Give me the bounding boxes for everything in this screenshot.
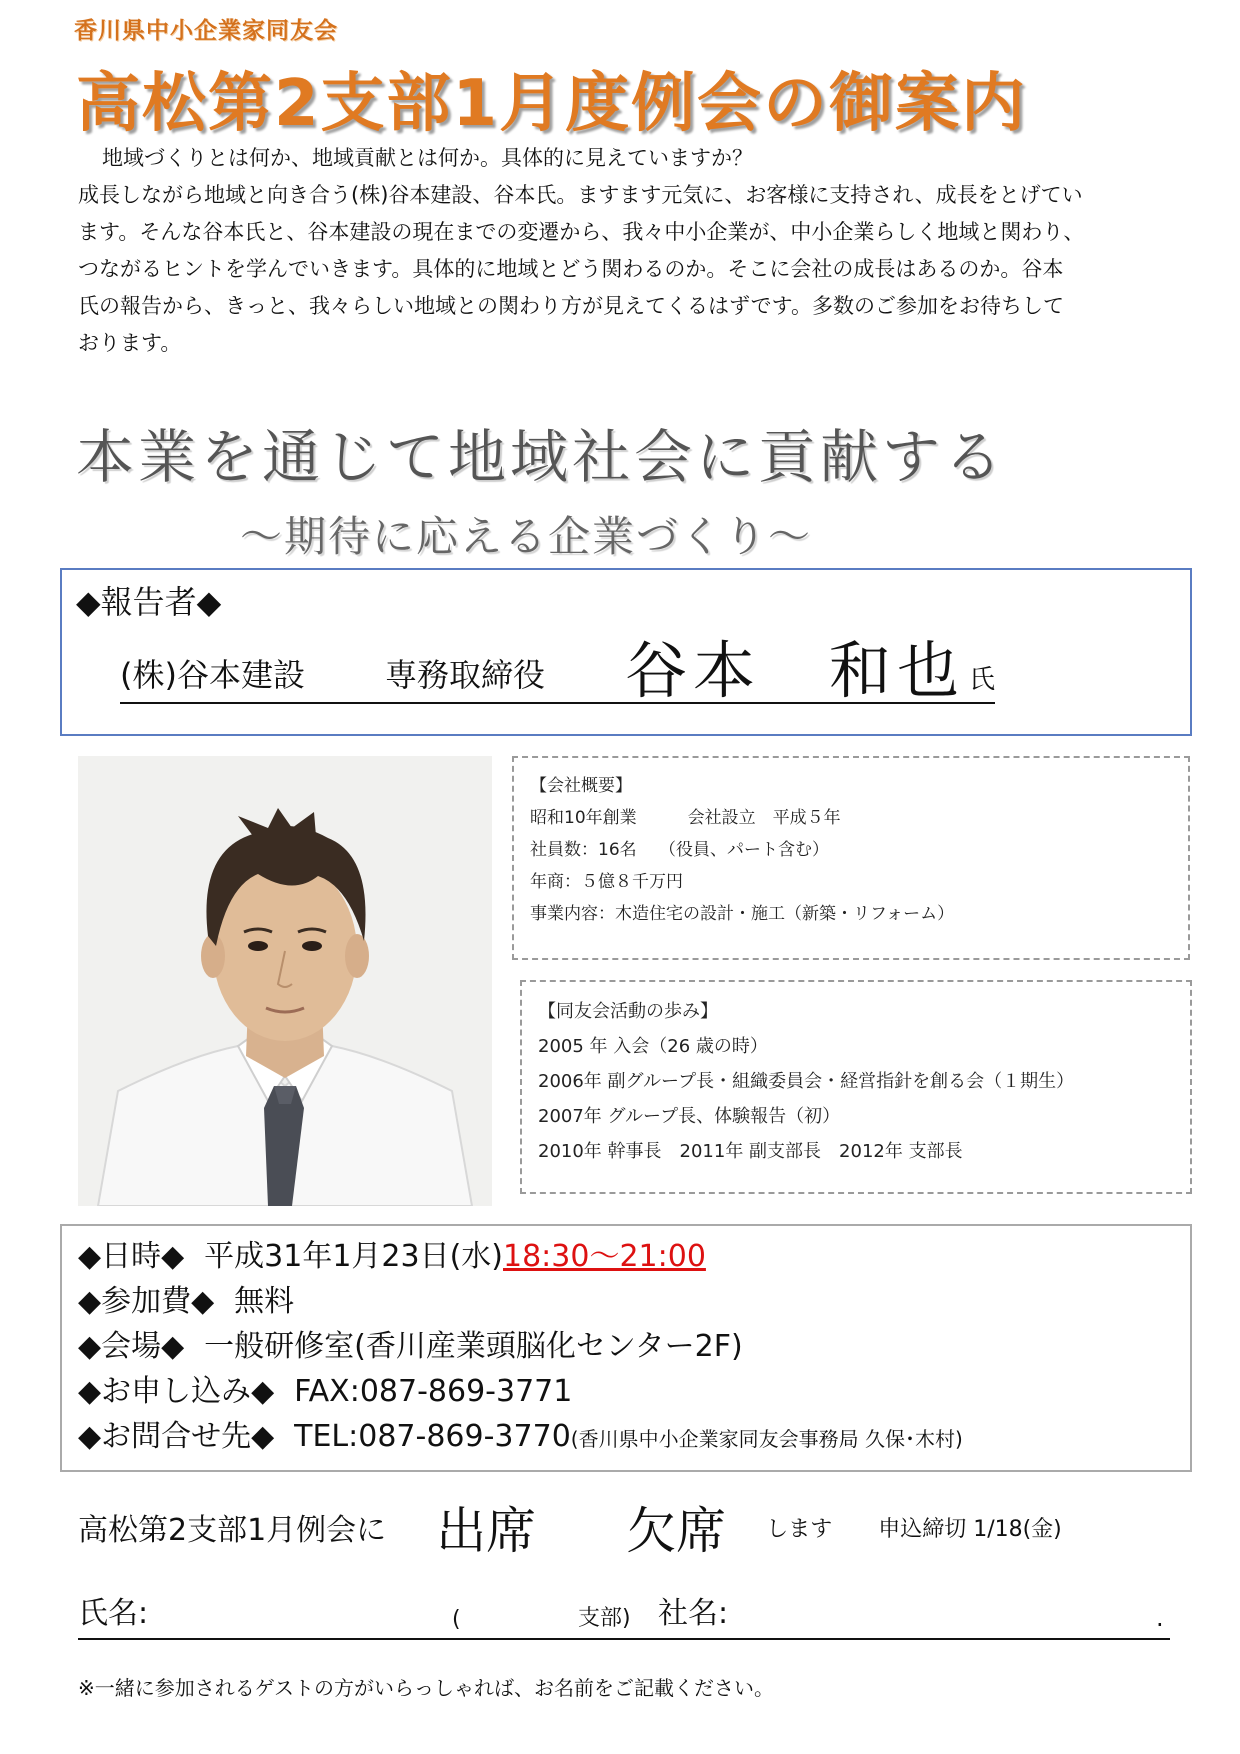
datetime-row (78, 1234, 1174, 1279)
deadline-text: 申込締切 1/18(金) (878, 1516, 1062, 1542)
portrait-icon (78, 756, 492, 1206)
company-overview-heading: 【会社概要】 (530, 776, 632, 796)
guest-note: ※一緒に参加されるゲストの方がいらっしゃれば、お名前をご記載ください。 (78, 1676, 774, 1700)
attendance-suffix: します (766, 1516, 833, 1542)
apply-label: ◆お申し込み◆ (78, 1374, 275, 1409)
apply-value: FAX:087-869-3771 (294, 1374, 573, 1409)
company-field-label: 社名: (658, 1596, 729, 1631)
company-overview-box (512, 756, 1190, 960)
name-company-field[interactable] (78, 1592, 1170, 1640)
intro-line: 氏の報告から、きっと、我々らしい地域との関わり方が見えてくるはずです。多数のご参加をお待ちして (78, 294, 1064, 318)
reporter-honorific: 氏 (969, 665, 996, 695)
contact-label: ◆お問合せ先◆ (78, 1419, 275, 1454)
fee-value: 無料 (234, 1284, 295, 1319)
time-value: 18:30～21:00 (503, 1239, 706, 1274)
attend-option[interactable]: 出席 (436, 1502, 537, 1560)
activity-line: 2010年 幹事長 2011年 副支部長 2012年 支部長 (538, 1141, 963, 1162)
company-overview-line: 社員数：16名 （役員、パート含む） (530, 840, 830, 860)
contact-row (78, 1414, 1174, 1462)
attendance-text: 高松第2支部1月例会に (78, 1513, 387, 1548)
datetime-value: 平成31年1月23日(水) (204, 1239, 503, 1274)
apply-row (78, 1369, 1174, 1414)
company-overview-line: 事業内容：木造住宅の設計・施工（新築・リフォーム） (530, 904, 955, 924)
reporter-heading: ◆報告者◆ (76, 583, 222, 621)
intro-line: つながるヒントを学んでいきます。具体的に地域とどう関わるのか。そこに会社の成長はあるのか。谷本 (78, 257, 1064, 281)
intro-paragraph (78, 140, 1178, 362)
intro-line: ます。そんな谷本氏と、谷本建設の現在までの変遷から、我々中小企業が、中小企業らしく地域と関わり、 (78, 220, 1085, 244)
activity-line: 2005 年 入会（26 歳の時） (538, 1036, 768, 1057)
event-details-box (60, 1224, 1192, 1472)
branch-open-paren: ( (452, 1607, 461, 1632)
reporter-name: 谷本 和也 (625, 634, 966, 707)
reporter-line (120, 634, 996, 707)
intro-line: おります。 (78, 331, 182, 355)
page-title: 高松第2支部1月度例会の御案内 (76, 67, 1028, 141)
activity-line: 2006年 副グループ長・組織委員会・経営指針を創る会（１期生） (538, 1071, 1075, 1092)
venue-value: 一般研修室(香川産業頭脳化センター2F) (204, 1329, 743, 1364)
branch-field-label: 支部) (578, 1606, 631, 1631)
company-overview-line: 昭和10年創業 会社設立 平成５年 (530, 808, 841, 828)
intro-line: 成長しながら地域と向き合う(株)谷本建設、谷本氏。ますます元気に、お客様に支持され、成長をとげてい (78, 183, 1083, 207)
datetime-label: ◆日時◆ (78, 1239, 185, 1274)
theme-subtitle: ～期待に応える企業づくり～ (240, 512, 813, 561)
venue-row (78, 1324, 1174, 1369)
portrait-photo (78, 756, 492, 1206)
fee-row (78, 1279, 1174, 1324)
intro-line: 地域づくりとは何か、地域貢献とは何か。具体的に見えていますか？ (102, 146, 753, 170)
absent-option[interactable]: 欠席 (626, 1502, 727, 1560)
activity-line: 2007年 グループ長、体験報告（初） (538, 1106, 841, 1127)
reporter-position: 専務取締役 (384, 656, 545, 694)
attendance-row (78, 1492, 1062, 1562)
venue-label: ◆会場◆ (78, 1329, 185, 1364)
field-end-mark: . (1156, 1604, 1164, 1632)
company-overview-line: 年商：５億８千万円 (530, 872, 683, 892)
name-field-label: 氏名: (78, 1596, 149, 1631)
reporter-company: (株)谷本建設 (120, 656, 305, 694)
activity-heading: 【同友会活動の歩み】 (538, 1001, 718, 1022)
activity-history-box (520, 980, 1192, 1194)
fee-label: ◆参加費◆ (78, 1284, 215, 1319)
contact-note: (香川県中小企業家同友会事務局 久保･木村) (570, 1427, 963, 1451)
contact-value: TEL:087-869-3770 (294, 1419, 571, 1454)
theme-title: 本業を通じて地域社会に貢献する (76, 423, 1007, 491)
organization-name: 香川県中小企業家同友会 (74, 18, 338, 44)
